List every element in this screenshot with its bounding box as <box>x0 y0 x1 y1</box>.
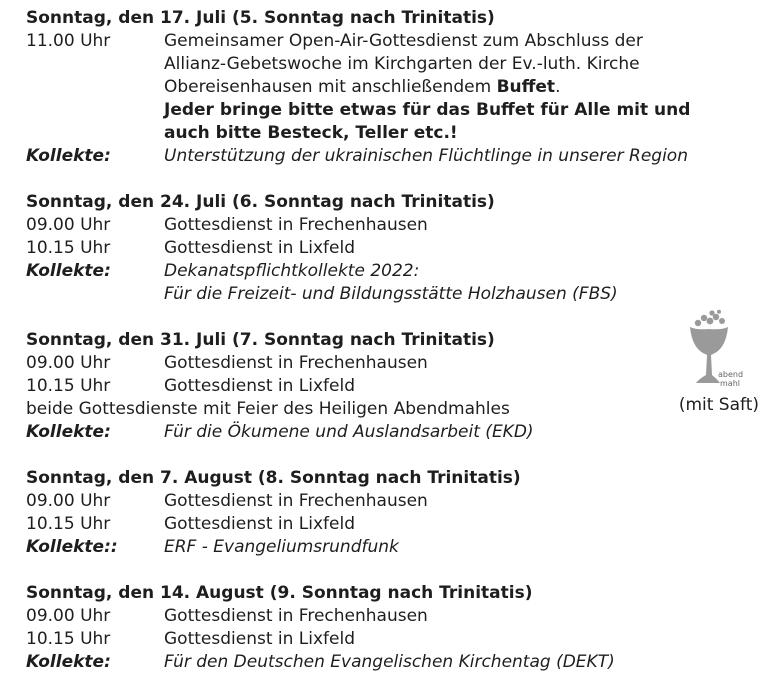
service-time: 09.00 Uhr <box>26 491 111 511</box>
service-time: 09.00 Uhr <box>26 215 111 235</box>
service-time: 10.15 Uhr <box>26 629 111 649</box>
service-section-24-juli <box>26 191 766 306</box>
service-time: 10.15 Uhr <box>26 238 111 258</box>
kollekte-label: Kollekte:: <box>26 537 118 557</box>
logo-text-mahl: mahl <box>720 379 740 388</box>
kollekte-row <box>26 651 766 674</box>
kollekte-line: Für die Freizeit- und Bildungsstätte Holzhausen (FBS) <box>164 284 618 304</box>
service-section-31-juli <box>26 329 766 444</box>
service-description: Gottesdienst in Lixfeld <box>164 376 356 396</box>
kollekte-purpose: Unterstützung der ukrainischen Flüchtlinge in unserer Region <box>164 146 688 166</box>
section-heading: Sonntag, den 17. Juli (5. Sonntag nach Trinitatis) <box>26 8 495 28</box>
section-heading: Sonntag, den 14. August (9. Sonntag nach Trinitatis) <box>26 583 533 603</box>
service-description: Gottesdienst in Frechenhausen <box>164 215 428 235</box>
kollekte-purpose <box>164 260 766 306</box>
service-time: 10.15 Uhr <box>26 376 111 396</box>
service-section-14-august <box>26 582 766 674</box>
service-row <box>26 237 766 260</box>
punctuation: . <box>555 77 561 97</box>
kollekte-row <box>26 421 766 444</box>
service-time: 10.15 Uhr <box>26 514 111 534</box>
service-time: 11.00 Uhr <box>26 31 111 51</box>
kollekte-purpose: Für die Ökumene und Auslandsarbeit (EKD) <box>164 422 534 442</box>
kollekte-row <box>26 145 766 168</box>
section-heading: Sonntag, den 7. August (8. Sonntag nach Trinitatis) <box>26 468 521 488</box>
kollekte-row <box>26 260 766 306</box>
buffet-note-line: auch bitte Besteck, Teller etc.! <box>164 123 458 143</box>
service-time: 09.00 Uhr <box>26 353 111 373</box>
service-section-7-august <box>26 467 766 559</box>
service-row <box>26 605 766 628</box>
abendmahl-note: beide Gottesdienste mit Feier des Heiligen Abendmahles <box>26 399 510 419</box>
service-row <box>26 30 766 145</box>
service-description: Gottesdienst in Frechenhausen <box>164 491 428 511</box>
kollekte-purpose: ERF - Evangeliumsrundfunk <box>164 537 399 557</box>
service-section-17-juli <box>26 7 766 168</box>
mit-saft-note: (mit Saft) <box>678 395 759 415</box>
kollekte-row <box>26 536 766 559</box>
description-line: Gemeinsamer Open-Air-Gottesdienst zum Abschluss der <box>164 31 643 51</box>
service-description: Gottesdienst in Frechenhausen <box>164 353 428 373</box>
service-row <box>26 513 766 536</box>
logo-text-abend: abend <box>718 370 744 379</box>
kollekte-line: Dekanatspflichtkollekte 2022: <box>164 261 420 281</box>
kollekte-purpose: Für den Deutschen Evangelischen Kirchentag (DEKT) <box>164 652 615 672</box>
chalice-grapes <box>695 310 725 326</box>
service-row <box>26 490 766 513</box>
service-description: Gottesdienst in Lixfeld <box>164 514 356 534</box>
description-line: Allianz-Gebetswoche im Kirchgarten der Ev.-luth. Kirche <box>164 54 640 74</box>
buffet-note-line: Jeder bringe bitte etwas für das Buffet für Alle mit und <box>164 100 691 120</box>
service-row <box>26 628 766 651</box>
kollekte-label: Kollekte: <box>26 652 111 672</box>
service-description: Gottesdienst in Frechenhausen <box>164 606 428 626</box>
kollekte-label: Kollekte: <box>26 261 111 281</box>
buffet-emphasis: Buffet <box>496 77 556 97</box>
section-heading: Sonntag, den 31. Juli (7. Sonntag nach Trinitatis) <box>26 330 495 350</box>
abendmahl-chalice-icon <box>686 309 744 393</box>
description-line: Obereisenhausen mit anschließendem <box>164 77 497 97</box>
kollekte-label: Kollekte: <box>26 146 111 166</box>
section-heading: Sonntag, den 24. Juli (6. Sonntag nach Trinitatis) <box>26 192 495 212</box>
service-description: Gottesdienst in Lixfeld <box>164 629 356 649</box>
service-description <box>164 30 766 145</box>
service-row <box>26 352 766 375</box>
service-description: Gottesdienst in Lixfeld <box>164 238 356 258</box>
kollekte-label: Kollekte: <box>26 422 111 442</box>
service-time: 09.00 Uhr <box>26 606 111 626</box>
service-row <box>26 375 766 398</box>
service-schedule <box>26 7 766 697</box>
service-row <box>26 214 766 237</box>
